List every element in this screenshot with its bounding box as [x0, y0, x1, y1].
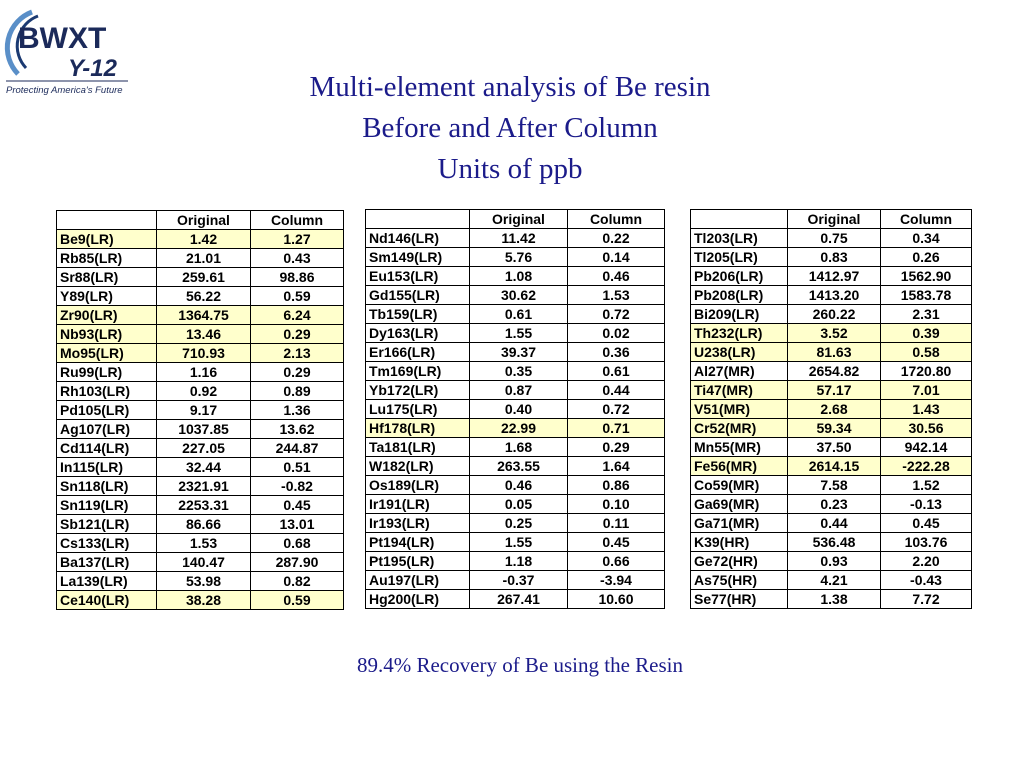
column-value: -0.82 [251, 477, 344, 496]
column-value: 1.64 [568, 457, 665, 476]
table-row [366, 438, 665, 457]
element-cell: Er166(LR) [366, 343, 470, 362]
column-value: 1562.90 [881, 267, 972, 286]
original-value: 227.05 [157, 439, 251, 458]
column-value: 0.59 [251, 591, 344, 610]
element-cell: K39(HR) [691, 533, 788, 552]
table-row [691, 248, 972, 267]
element-cell: Be9(LR) [57, 230, 157, 249]
table-row [366, 419, 665, 438]
table-row [691, 305, 972, 324]
element-cell: La139(LR) [57, 572, 157, 591]
element-cell: Gd155(LR) [366, 286, 470, 305]
original-value: 1.38 [788, 590, 881, 609]
element-cell: Ir191(LR) [366, 495, 470, 514]
element-cell: Ag107(LR) [57, 420, 157, 439]
column-value: 0.29 [251, 363, 344, 382]
column-value: 1.52 [881, 476, 972, 495]
element-cell: Os189(LR) [366, 476, 470, 495]
column-value: 0.68 [251, 534, 344, 553]
original-value: 0.92 [157, 382, 251, 401]
column-value: 244.87 [251, 439, 344, 458]
table-row [57, 401, 344, 420]
table-row [691, 457, 972, 476]
original-value: -0.37 [470, 571, 568, 590]
element-cell: Pt194(LR) [366, 533, 470, 552]
original-value: 1.08 [470, 267, 568, 286]
column-value: 0.14 [568, 248, 665, 267]
element-cell: U238(LR) [691, 343, 788, 362]
original-value: 59.34 [788, 419, 881, 438]
element-table-3 [690, 209, 972, 609]
column-value: 1583.78 [881, 286, 972, 305]
column-value: 2.31 [881, 305, 972, 324]
table-row [366, 514, 665, 533]
original-value: 0.35 [470, 362, 568, 381]
column-value: 0.34 [881, 229, 972, 248]
column-value: 0.72 [568, 305, 665, 324]
original-value: 536.48 [788, 533, 881, 552]
element-cell: Ru99(LR) [57, 363, 157, 382]
title-line-1: Multi-element analysis of Be resin [309, 71, 711, 103]
column-value: 0.29 [568, 438, 665, 457]
element-cell: Cr52(MR) [691, 419, 788, 438]
header-original: Original [157, 211, 251, 230]
table-row [691, 514, 972, 533]
original-value: 259.61 [157, 268, 251, 287]
element-cell: Ge72(HR) [691, 552, 788, 571]
table-row [57, 439, 344, 458]
original-value: 21.01 [157, 249, 251, 268]
column-value: 2.13 [251, 344, 344, 363]
original-value: 2654.82 [788, 362, 881, 381]
original-value: 81.63 [788, 343, 881, 362]
element-cell: Th232(LR) [691, 324, 788, 343]
column-value: 7.72 [881, 590, 972, 609]
table-row [366, 590, 665, 609]
column-value: 13.01 [251, 515, 344, 534]
original-value: 2.68 [788, 400, 881, 419]
table-row [691, 343, 972, 362]
element-cell: Rh103(LR) [57, 382, 157, 401]
table-row [691, 438, 972, 457]
table-row [366, 324, 665, 343]
element-cell: Nd146(LR) [366, 229, 470, 248]
original-value: 140.47 [157, 553, 251, 572]
column-value: 30.56 [881, 419, 972, 438]
table-row [366, 495, 665, 514]
column-value: 287.90 [251, 553, 344, 572]
element-cell: Dy163(LR) [366, 324, 470, 343]
original-value: 1413.20 [788, 286, 881, 305]
title-line-3: Units of ppb [437, 153, 583, 185]
original-value: 0.61 [470, 305, 568, 324]
original-value: 1.68 [470, 438, 568, 457]
column-value: 0.22 [568, 229, 665, 248]
table-row [57, 287, 344, 306]
element-cell: Ga69(MR) [691, 495, 788, 514]
column-value: 103.76 [881, 533, 972, 552]
original-value: 1364.75 [157, 306, 251, 325]
element-cell: Lu175(LR) [366, 400, 470, 419]
column-value: 0.59 [251, 287, 344, 306]
title-line-2: Before and After Column [362, 112, 658, 144]
element-cell: Sn119(LR) [57, 496, 157, 515]
original-value: 2321.91 [157, 477, 251, 496]
original-value: 2614.15 [788, 457, 881, 476]
table-row [366, 476, 665, 495]
element-cell: Eu153(LR) [366, 267, 470, 286]
table-row [691, 286, 972, 305]
element-cell: Cs133(LR) [57, 534, 157, 553]
original-value: 1412.97 [788, 267, 881, 286]
original-value: 1.18 [470, 552, 568, 571]
column-value: 13.62 [251, 420, 344, 439]
original-value: 2253.31 [157, 496, 251, 515]
logo-graphic [2, 2, 132, 98]
column-value: 0.10 [568, 495, 665, 514]
table-row [691, 552, 972, 571]
element-cell: Y89(LR) [57, 287, 157, 306]
original-value: 0.93 [788, 552, 881, 571]
column-value: 0.45 [568, 533, 665, 552]
column-value: -3.94 [568, 571, 665, 590]
column-value: 98.86 [251, 268, 344, 287]
column-value: 0.45 [881, 514, 972, 533]
element-cell: Bi209(LR) [691, 305, 788, 324]
original-value: 0.75 [788, 229, 881, 248]
original-value: 3.52 [788, 324, 881, 343]
original-value: 57.17 [788, 381, 881, 400]
table-header-row [366, 210, 665, 229]
original-value: 1.55 [470, 324, 568, 343]
table-header-row [57, 211, 344, 230]
element-cell: Ir193(LR) [366, 514, 470, 533]
column-value: 2.20 [881, 552, 972, 571]
table-row [691, 590, 972, 609]
column-value: 0.66 [568, 552, 665, 571]
element-cell: Co59(MR) [691, 476, 788, 495]
column-value: 10.60 [568, 590, 665, 609]
original-value: 0.23 [788, 495, 881, 514]
element-cell: Pd105(LR) [57, 401, 157, 420]
element-cell: Fe56(MR) [691, 457, 788, 476]
table-row [57, 572, 344, 591]
element-cell: Cd114(LR) [57, 439, 157, 458]
column-value: 0.43 [251, 249, 344, 268]
element-cell: Rb85(LR) [57, 249, 157, 268]
element-cell: Pt195(LR) [366, 552, 470, 571]
logo-name: BWXT [18, 22, 107, 55]
element-cell: Au197(LR) [366, 571, 470, 590]
column-value: 1.27 [251, 230, 344, 249]
table-row [366, 286, 665, 305]
column-value: 0.26 [881, 248, 972, 267]
original-value: 0.44 [788, 514, 881, 533]
element-cell: Ba137(LR) [57, 553, 157, 572]
column-value: 1.43 [881, 400, 972, 419]
table-row [57, 268, 344, 287]
column-value: 1720.80 [881, 362, 972, 381]
table-row [57, 230, 344, 249]
element-cell: Sb121(LR) [57, 515, 157, 534]
original-value: 22.99 [470, 419, 568, 438]
element-cell: Nb93(LR) [57, 325, 157, 344]
column-value: -0.13 [881, 495, 972, 514]
element-cell: As75(HR) [691, 571, 788, 590]
table-row [57, 477, 344, 496]
element-cell: Sr88(LR) [57, 268, 157, 287]
element-cell: Hf178(LR) [366, 419, 470, 438]
table-row [366, 571, 665, 590]
table-row [57, 249, 344, 268]
column-value: 0.61 [568, 362, 665, 381]
original-value: 7.58 [788, 476, 881, 495]
element-cell: Mo95(LR) [57, 344, 157, 363]
original-value: 0.05 [470, 495, 568, 514]
table-row [57, 382, 344, 401]
table-row [57, 553, 344, 572]
table-row [57, 420, 344, 439]
table-row [366, 248, 665, 267]
original-value: 0.87 [470, 381, 568, 400]
column-value: 0.89 [251, 382, 344, 401]
original-value: 0.25 [470, 514, 568, 533]
table-row [366, 267, 665, 286]
table-row [691, 419, 972, 438]
column-value: -0.43 [881, 571, 972, 590]
original-value: 32.44 [157, 458, 251, 477]
element-cell: Pb206(LR) [691, 267, 788, 286]
logo-sub: Y-12 [68, 55, 117, 82]
column-value: 0.58 [881, 343, 972, 362]
element-cell: Sn118(LR) [57, 477, 157, 496]
table-row [366, 229, 665, 248]
element-cell: W182(LR) [366, 457, 470, 476]
element-table-1 [56, 210, 344, 610]
logo-tagline: Protecting America's Future [6, 85, 123, 96]
table-row [366, 305, 665, 324]
column-value: 1.53 [568, 286, 665, 305]
table-row [691, 381, 972, 400]
element-cell: Tm169(LR) [366, 362, 470, 381]
header-element [691, 210, 788, 229]
table-row [691, 571, 972, 590]
original-value: 37.50 [788, 438, 881, 457]
original-value: 56.22 [157, 287, 251, 306]
column-value: 7.01 [881, 381, 972, 400]
table-row [57, 306, 344, 325]
table-row [366, 552, 665, 571]
header-column: Column [251, 211, 344, 230]
column-value: 942.14 [881, 438, 972, 457]
element-cell: Ta181(LR) [366, 438, 470, 457]
original-value: 0.40 [470, 400, 568, 419]
table-row [57, 591, 344, 610]
column-value: 6.24 [251, 306, 344, 325]
table-row [691, 324, 972, 343]
original-value: 30.62 [470, 286, 568, 305]
original-value: 1.53 [157, 534, 251, 553]
original-value: 1.16 [157, 363, 251, 382]
element-cell: Tl203(LR) [691, 229, 788, 248]
header-column: Column [568, 210, 665, 229]
table-row [366, 457, 665, 476]
table-row [691, 476, 972, 495]
header-original: Original [788, 210, 881, 229]
original-value: 4.21 [788, 571, 881, 590]
original-value: 710.93 [157, 344, 251, 363]
table-row [691, 267, 972, 286]
column-value: 0.71 [568, 419, 665, 438]
original-value: 1.42 [157, 230, 251, 249]
element-cell: Tl205(LR) [691, 248, 788, 267]
table-header-row [691, 210, 972, 229]
table-row [57, 325, 344, 344]
table-row [57, 534, 344, 553]
column-value: 1.36 [251, 401, 344, 420]
column-value: 0.11 [568, 514, 665, 533]
original-value: 263.55 [470, 457, 568, 476]
element-cell: Ga71(MR) [691, 514, 788, 533]
element-cell: Sm149(LR) [366, 248, 470, 267]
table-row [691, 400, 972, 419]
recovery-note: 89.4% Recovery of Be using the Resin [356, 653, 684, 677]
table-row [366, 400, 665, 419]
element-cell: Ti47(MR) [691, 381, 788, 400]
original-value: 267.41 [470, 590, 568, 609]
column-value: 0.82 [251, 572, 344, 591]
table-row [57, 515, 344, 534]
element-cell: Yb172(LR) [366, 381, 470, 400]
element-cell: Ce140(LR) [57, 591, 157, 610]
original-value: 260.22 [788, 305, 881, 324]
original-value: 13.46 [157, 325, 251, 344]
table-row [57, 363, 344, 382]
element-cell: In115(LR) [57, 458, 157, 477]
column-value: 0.29 [251, 325, 344, 344]
element-cell: Mn55(MR) [691, 438, 788, 457]
original-value: 0.83 [788, 248, 881, 267]
table-row [366, 381, 665, 400]
original-value: 11.42 [470, 229, 568, 248]
element-cell: Tb159(LR) [366, 305, 470, 324]
original-value: 86.66 [157, 515, 251, 534]
element-cell: Se77(HR) [691, 590, 788, 609]
column-value: 0.44 [568, 381, 665, 400]
column-value: 0.45 [251, 496, 344, 515]
column-value: 0.86 [568, 476, 665, 495]
header-element [57, 211, 157, 230]
table-row [691, 362, 972, 381]
element-table-2 [365, 209, 665, 609]
original-value: 5.76 [470, 248, 568, 267]
table-row [57, 344, 344, 363]
element-cell: Pb208(LR) [691, 286, 788, 305]
header-column: Column [881, 210, 972, 229]
original-value: 53.98 [157, 572, 251, 591]
original-value: 1.55 [470, 533, 568, 552]
header-original: Original [470, 210, 568, 229]
table-row [691, 229, 972, 248]
table-row [57, 458, 344, 477]
original-value: 38.28 [157, 591, 251, 610]
column-value: 0.02 [568, 324, 665, 343]
table-row [57, 496, 344, 515]
original-value: 1037.85 [157, 420, 251, 439]
table-row [691, 495, 972, 514]
original-value: 0.46 [470, 476, 568, 495]
element-cell: Zr90(LR) [57, 306, 157, 325]
element-cell: Al27(MR) [691, 362, 788, 381]
column-value: 0.36 [568, 343, 665, 362]
column-value: 0.39 [881, 324, 972, 343]
table-row [366, 362, 665, 381]
element-cell: V51(MR) [691, 400, 788, 419]
column-value: 0.46 [568, 267, 665, 286]
element-cell: Hg200(LR) [366, 590, 470, 609]
header-element [366, 210, 470, 229]
original-value: 39.37 [470, 343, 568, 362]
column-value: -222.28 [881, 457, 972, 476]
column-value: 0.72 [568, 400, 665, 419]
table-row [366, 533, 665, 552]
column-value: 0.51 [251, 458, 344, 477]
table-row [366, 343, 665, 362]
company-logo [2, 2, 132, 98]
original-value: 9.17 [157, 401, 251, 420]
table-row [691, 533, 972, 552]
